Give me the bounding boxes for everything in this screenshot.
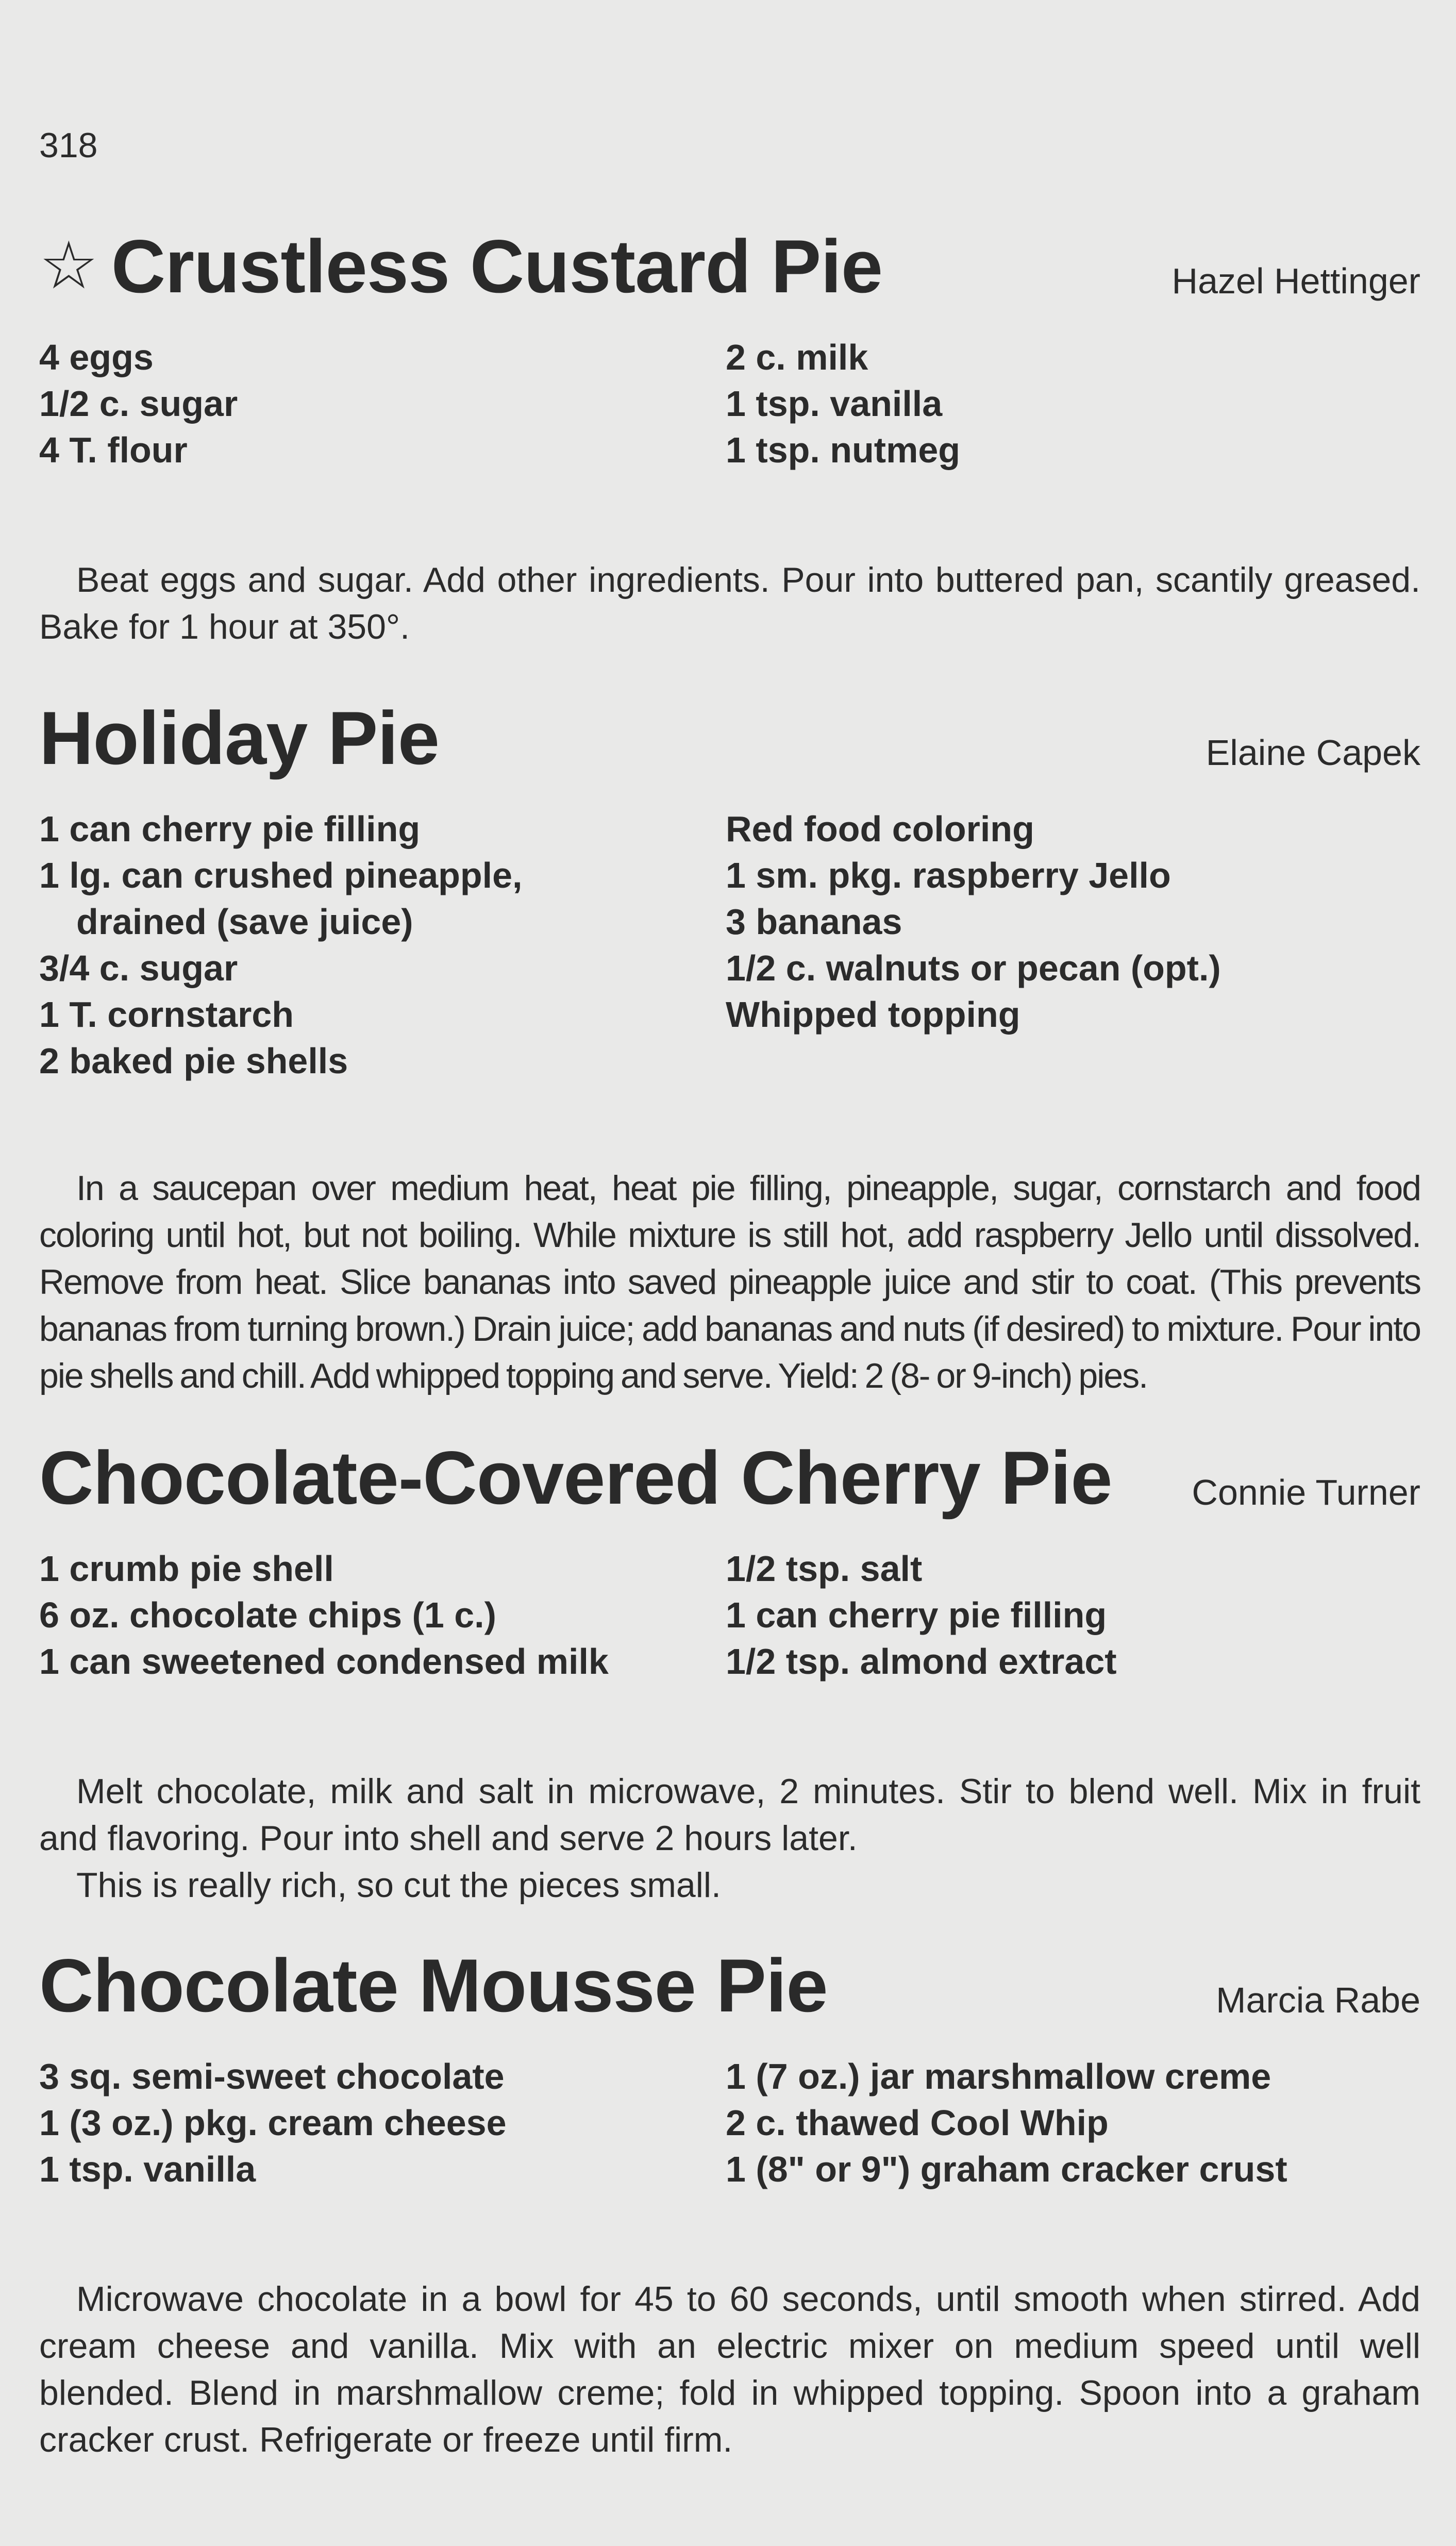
ingredient-item: 1/2 c. walnuts or pecan (opt.) <box>726 948 1221 988</box>
directions-paragraph: Microwave chocolate in a bowl for 45 to 60 seconds, until smooth when stirred. Add cream cheese and vanilla. Mix with an electric mixer on medium speed until well blended. Blend in marshmallow creme; fold in whipped topping. Spoon into a graham cracker crust. Refrigerate or freeze until firm. <box>39 2279 1420 2459</box>
ingredient-item: Whipped topping <box>726 994 1020 1035</box>
ingredient-item: 2 c. milk <box>726 337 868 377</box>
ingredient-column-left <box>39 2053 507 2192</box>
ingredient-item: 1 can cherry pie filling <box>39 809 421 849</box>
recipe-directions <box>39 1768 1420 1909</box>
directions-paragraph: In a saucepan over medium heat, heat pie filling, pineapple, sugar, cornstarch and food coloring until hot, but not boiling. While mixture is still hot, add raspberry Jello until dissolved. Remove from heat. Slice bananas into saved pineapple juice and stir to coat. (This prevents bananas from turning brown.) Drain juice; add bananas and nuts (if desired) to mixture. Pour into pie shells and chill. Add whipped topping and serve. Yield: 2 (8- or 9-inch) pies. <box>39 1169 1420 1395</box>
ingredient-item: 3 sq. semi-sweet chocolate <box>39 2056 505 2096</box>
recipe-chocolate-covered-cherry-pie <box>39 1436 1420 1905</box>
ingredient-list <box>39 1545 1420 1685</box>
ingredient-list <box>39 806 1420 1084</box>
ingredient-item: 1 crumb pie shell <box>39 1549 334 1589</box>
directions-paragraph: This is really rich, so cut the pieces small. <box>76 1866 721 1905</box>
recipe-chocolate-mousse-pie <box>39 1943 1420 2459</box>
ingredient-item: 1 tsp. vanilla <box>726 384 943 424</box>
ingredient-item: 1/2 c. sugar <box>39 384 238 424</box>
ingredient-list <box>39 2053 1420 2192</box>
ingredient-item: 1 (7 oz.) jar marshmallow creme <box>726 2056 1271 2096</box>
ingredient-column-left <box>39 334 238 473</box>
recipe-crustless-custard-pie <box>39 224 1420 646</box>
ingredient-column-left <box>39 1545 609 1685</box>
ingredient-item: 1 tsp. nutmeg <box>726 430 961 470</box>
recipe-author: Connie Turner <box>1192 1472 1420 1512</box>
ingredient-item: 2 c. thawed Cool Whip <box>726 2103 1109 2143</box>
ingredient-item: 1 can cherry pie filling <box>726 1595 1107 1635</box>
ingredient-item: Red food coloring <box>726 809 1034 849</box>
ingredient-item: 1 tsp. vanilla <box>39 2149 256 2189</box>
ingredient-item: 1 T. cornstarch <box>39 994 294 1035</box>
recipe-directions <box>39 2276 1420 2464</box>
ingredient-column-right <box>726 1545 1117 1685</box>
ingredient-item: 1 (3 oz.) pkg. cream cheese <box>39 2103 507 2143</box>
ingredient-item: 1 (8" or 9") graham cracker crust <box>726 2149 1287 2189</box>
ingredient-item: 1 sm. pkg. raspberry Jello <box>726 855 1171 895</box>
ingredient-item: 1/2 tsp. salt <box>726 1549 923 1589</box>
directions-paragraph: Melt chocolate, milk and salt in microwave, 2 minutes. Stir to blend well. Mix in fruit and flavoring. Pour into shell and serve 2 hours later. <box>39 1772 1420 1858</box>
ingredient-column-right <box>726 2053 1287 2192</box>
page-number: 318 <box>39 126 98 165</box>
ingredient-item: 1/2 tsp. almond extract <box>726 1641 1117 1682</box>
recipe-holiday-pie <box>39 696 1420 1395</box>
recipe-author: Hazel Hettinger <box>1172 261 1420 301</box>
recipe-header <box>39 1943 1420 2034</box>
recipe-title: ☆ Crustless Custard Pie <box>39 224 883 308</box>
ingredient-item: 6 oz. chocolate chips (1 c.) <box>39 1595 496 1635</box>
recipe-author: Elaine Capek <box>1206 733 1420 773</box>
directions-paragraph: Beat eggs and sugar. Add other ingredients. Pour into buttered pan, scantily greased. Bake for 1 hour at 350°. <box>39 560 1420 646</box>
ingredient-item: 4 eggs <box>39 337 154 377</box>
recipe-author: Marcia Rabe <box>1216 1980 1420 2020</box>
recipe-title: Holiday Pie <box>39 696 440 780</box>
ingredient-item: 4 T. flour <box>39 430 188 470</box>
ingredient-item: 1 can sweetened condensed milk <box>39 1641 609 1682</box>
star-icon: ☆ <box>39 229 98 303</box>
recipe-header <box>39 224 1420 314</box>
recipe-title: Chocolate Mousse Pie <box>39 1943 828 2027</box>
ingredient-item: 3 bananas <box>726 902 902 942</box>
ingredient-column-right <box>726 334 960 473</box>
ingredient-item: 2 baked pie shells <box>39 1041 348 1081</box>
recipe-header <box>39 698 1420 786</box>
ingredient-list <box>39 334 1420 473</box>
ingredient-column-right <box>726 806 1221 1038</box>
ingredient-column-left <box>39 806 522 1084</box>
ingredient-item: 3/4 c. sugar <box>39 948 238 988</box>
ingredient-item: drained (save juice) <box>76 902 413 942</box>
recipe-directions <box>39 557 1420 651</box>
recipe-header <box>39 1438 1420 1526</box>
recipe-directions <box>39 1165 1420 1400</box>
ingredient-item: 1 lg. can crushed pineapple, <box>39 855 523 895</box>
recipe-title: Chocolate-Covered Cherry Pie <box>39 1436 1112 1520</box>
